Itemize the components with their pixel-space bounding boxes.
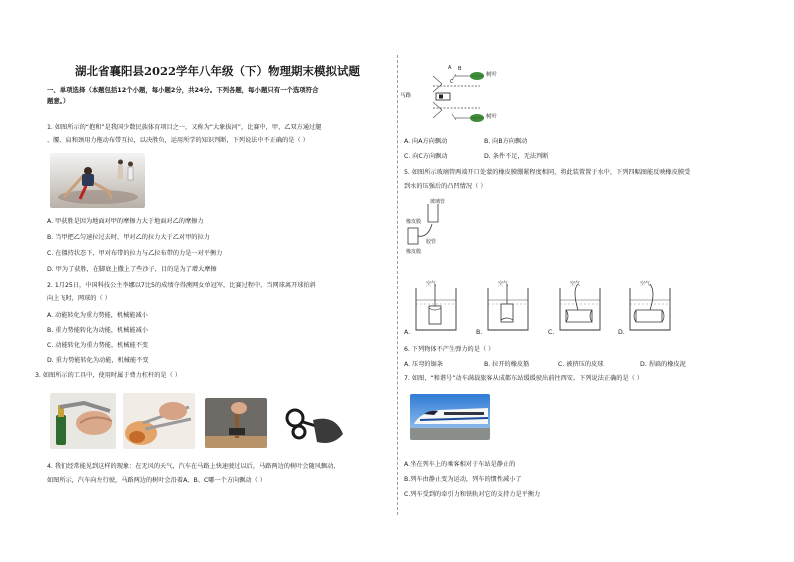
direction-c-label: C — [450, 79, 454, 85]
q1-option-c: C. 在僵持状态下，甲对布带的拉力与乙拉布带的力是一对平衡力 — [47, 250, 223, 257]
q2-option-b: B. 重力势能转化为动能，机械能减小 — [47, 327, 148, 334]
air-label-c: 空气 — [570, 281, 581, 287]
q7-stem: 7. 如图，“和谐号”动车满载旅客从成都东站缓缓驶出前往西安。下列说法正确的是（ ） — [404, 375, 643, 382]
q3-figure-hammer — [205, 398, 267, 448]
q5-apparatus-figure — [404, 198, 474, 260]
q7-option-c: C.列车受到的牵引力和铁轨对它的支持力是平衡力 — [404, 491, 541, 498]
q5-beaker-d — [626, 280, 674, 332]
q3-figure-bottle-opener — [50, 393, 116, 449]
q7-figure-train — [410, 394, 490, 440]
tree-label-top: 树叶 — [486, 72, 498, 78]
q7-option-a: A.坐在列车上的乘客相对于车站是静止的 — [404, 461, 516, 468]
q5-beaker-a — [412, 280, 460, 332]
q5-option-b: B. — [476, 329, 483, 336]
q5-beaker-c — [556, 280, 604, 332]
q5-option-c: C. — [548, 329, 555, 336]
q1-figure-tug-of-war — [50, 153, 145, 208]
q4-option-b: B. 向B方向飘动 — [484, 138, 528, 145]
q5-stem-line2: 到水的压强后的凸凹情况（ ） — [404, 183, 487, 190]
q1-stem-line1: 1. 如图所示的“抱和”是我国少数民族体育项目之一，又称为“大象拔河”，比赛中，甲、乙双方通过腿 — [47, 124, 322, 131]
road-label: 马路 — [400, 93, 412, 99]
q1-stem-line2: 、腰、肩和颈用力拖动布带互拉，以决胜负，运用所学的知识判断，下列说法中不正确的是（ ） — [47, 137, 309, 144]
q5-option-d: D. — [618, 329, 625, 336]
q6-option-b: B. 拉开的橡皮筋 — [484, 361, 530, 368]
q6-option-c: C. 被挤压的皮球 — [558, 361, 604, 368]
section1-header-line2: 题意。） — [47, 97, 70, 105]
direction-a-label: A — [448, 65, 452, 71]
tree-label-bottom: 树叶 — [486, 114, 498, 120]
air-label-a: 空气 — [426, 281, 437, 287]
q4-figure-road — [400, 62, 510, 124]
label-glass-tube: 玻璃管 — [430, 199, 446, 205]
q2-option-c: C. 动能转化为重力势能，机械能不变 — [47, 342, 149, 349]
q6-option-a: A. 压弯的锯条 — [404, 361, 443, 368]
q4-option-d: D. 条件不足，无法判断 — [484, 153, 549, 160]
q4-option-c: C. 向C方向飘动 — [404, 153, 448, 160]
direction-b-label: B — [458, 66, 462, 72]
q6-stem: 6. 下列物体不产生弹力的是（ ） — [404, 346, 495, 353]
page-title: 湖北省襄阳县2022学年八年级（下）物理期末模拟试题 — [75, 64, 361, 78]
q4-stem-line2: 如图所示，汽车向左行驶，马路两边的树叶会沿着A、B、C哪一个方向飘动（ ） — [47, 477, 266, 484]
q6-option-d: D. 捏扁的橡皮泥 — [640, 361, 686, 368]
q1-option-b: B. 当甲把乙匀速拉过去时，甲对乙的拉力大于乙对甲的拉力 — [47, 234, 210, 241]
section1-header-line1: 一、单项选择（本题包括12个小题，每小题2分，共24分。下列各题，每小题只有一个选项符合 — [47, 86, 319, 94]
air-label-d: 空气 — [640, 281, 651, 287]
label-membrane-bottom: 橡皮膜 — [406, 249, 422, 255]
label-hose: 胶管 — [426, 239, 437, 245]
q5-beaker-b — [484, 280, 532, 332]
q4-stem-line1: 4. 我们经常能见到这样的现象：在无风的天气，汽车在马路上快速驶过以后，马路两边的树叶会随风飘动， — [47, 463, 340, 470]
q7-option-b: B.列车由静止变为运动，列车的惯性减小了 — [404, 476, 522, 483]
q2-option-a: A. 动能转化为重力势能，机械能减小 — [47, 312, 148, 319]
column-divider — [397, 55, 398, 515]
q2-option-d: D. 重力势能转化为动能，机械能不变 — [47, 357, 149, 364]
q5-stem-line1: 5. 如图所示玻璃管两端开口处蒙的橡皮膜绷紧程度相同，将此装置置于水中，下列四幅图能反映橡皮膜受 — [404, 169, 691, 176]
q2-stem-line2: 向上飞时，网球的（ ） — [47, 295, 111, 302]
air-label-b: 空气 — [498, 281, 509, 287]
q3-figure-nutcracker — [123, 393, 195, 449]
q4-option-a: A. 向A方向飘动 — [404, 138, 448, 145]
q5-option-a: A. — [404, 329, 411, 336]
label-membrane-top: 橡皮膜 — [406, 219, 422, 225]
q1-option-a: A. 甲获胜是因为地面对甲的摩擦力大于地面对乙的摩擦力 — [47, 218, 204, 225]
q1-option-d: D. 甲为了获胜，在脚底上撒上了些沙子，目的是为了增大摩擦 — [47, 266, 217, 273]
q3-stem: 3. 如图所示的工具中，使用时属于费力杠杆的是（ ） — [35, 372, 181, 379]
q3-figure-scissors — [277, 400, 347, 448]
q2-stem-line1: 2. 1月25日，中国科技公主李娜以7比5的成绩夺得澳网女单冠军，比赛过程中，当网球离开球拍斜 — [47, 282, 316, 289]
